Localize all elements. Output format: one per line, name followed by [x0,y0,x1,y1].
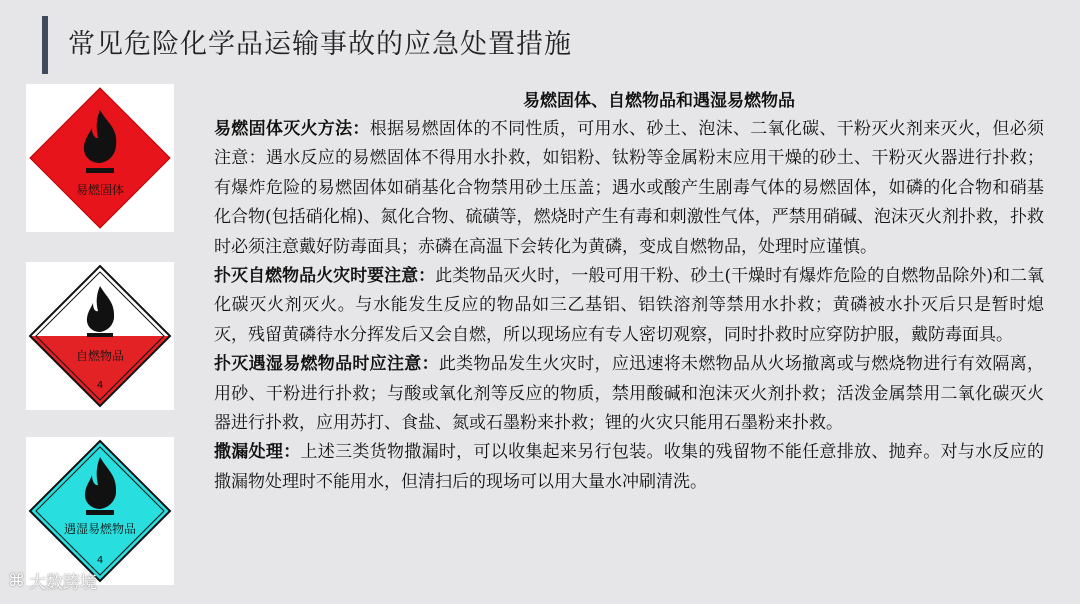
sign-label: 自燃物品 [75,349,125,363]
section-title: 易燃固体、自燃物品和遇湿易燃物品 [523,91,795,111]
paragraph-heading: 扑灭自燃物品火灾时要注意： [214,266,436,287]
paragraph-text: 上述三类货物撒漏时，可以收集起来另行包装。收集的残留物不能任意排放、抛弃。对与水反应的撒漏物处理时不能用水，但清扫后的现场可以用大量水冲刷清洗。 [214,442,1045,492]
sign-class-number: 4 [96,380,104,391]
sign-label: 易燃固体 [75,183,125,197]
paragraph-heading: 撒漏处理： [214,442,301,463]
paragraph-heading: 易燃固体灭火方法： [214,119,370,139]
paragraph-text: 根据易燃固体的不同性质，可用水、砂土、泡沫、二氧化碳、干粉灭火剂来灭火，但必须注意：遇水反应的易燃固体不得用水扑救，如铝粉、钛粉等金属粉末应用干燥的砂土、干粉灭火器进行扑救；有爆炸危险的易燃固体如硝基化合物禁用砂土压盖；遇水或酸产生剧毒气体的易燃固体，如磷的化合物和硝基化合物(包括硝化棉)、氮化合物、硫磺等，燃烧时产生有毒和刺激性气体，严禁用硝碱、泡沫灭火剂扑救，扑救时必须注意戴好防毒面具；赤磷在高温下会转化为黄磷，变成自燃物品，处理时应谨慎。 [214,119,1045,257]
flammable-solid-diamond-icon [26,84,174,232]
dangerous-when-wet-sign [26,437,174,585]
sign-label: 遇湿易燃物品 [63,522,137,536]
paragraph-flammable-solid [214,115,1044,262]
spontaneous-combustion-diamond-icon [26,262,174,410]
paragraph-text: 此类物品灭火时，一般可用干粉、砂土(干燥时有爆炸危险的自燃物品除外)和二氧化碳灭火剂灭火。与水能发生反应的物品如三乙基铝、铝铁溶剂等禁用水扑救；黄磷被水扑灭后只是暂时熄灭，残留黄磷待水分挥发后又会自燃，所以现场应有专人密切观察，同时扑救时应穿防护服，戴防毒面具。 [214,266,1045,345]
paragraph-heading: 扑灭遇湿易燃物品时应注意： [214,354,439,375]
page-title: 常见危险化学品运输事故的应急处置措施 [68,29,572,60]
sign-class-number: 4 [96,555,104,566]
title-accent-bar [42,16,48,74]
paragraph-text: 此类物品发生火灾时，应迅速将未燃物品从火场撤离或与燃烧物进行有效隔离，用砂、干粉进行扑救；与酸或氧化剂等反应的物质，禁用酸碱和泡沫灭火剂扑救；活泼金属禁用二氧化碳灭火器进行扑救，应用苏打、食盐、氮或石墨粉来扑救；锂的火灾只能用石墨粉来扑救。 [214,354,1045,434]
flammable-solid-sign [26,84,174,232]
paragraph-dangerous-when-wet [214,350,1044,438]
watermark-text: 大数跨境 [29,573,97,593]
paragraph-spontaneous-combustion [214,262,1044,350]
watermark-logo-icon: ⌘ [8,570,25,591]
content-area [214,86,1044,497]
spontaneous-combustion-sign [26,262,174,410]
paragraph-spill-handling [214,438,1044,497]
watermark [8,568,97,593]
dangerous-when-wet-diamond-icon [26,437,174,585]
